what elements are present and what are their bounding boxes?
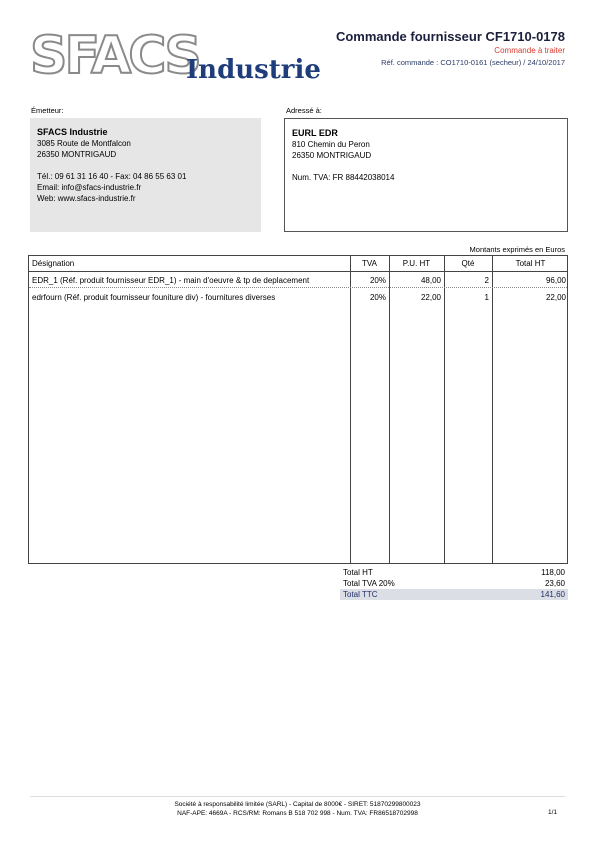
order-status: Commande à traiter <box>494 46 565 55</box>
sender-email: Email: info@sfacs-industrie.fr <box>37 183 142 192</box>
total-ht-value: 118,00 <box>541 568 565 577</box>
total-ht-label: Total HT <box>343 568 373 577</box>
company-logo <box>30 26 321 88</box>
row-separator <box>29 287 567 288</box>
sender-address-line2: 26350 MONTRIGAUD <box>37 150 117 159</box>
recipient-address-line1: 810 Chemin du Peron <box>292 140 370 149</box>
totals-block <box>340 567 568 600</box>
sender-phone: Tél.: 09 61 31 16 40 - Fax: 04 86 55 63 01 <box>37 172 187 181</box>
row1-tva: 20% <box>369 276 386 285</box>
header-divider <box>29 271 567 272</box>
row2-total: 22,00 <box>545 293 566 302</box>
row1-unit-price: 48,00 <box>420 276 441 285</box>
recipient-label: Adressé à: <box>286 106 322 115</box>
header-total: Total HT <box>515 259 546 268</box>
sender-address-line1: 3085 Route de Montfalcon <box>37 139 131 148</box>
total-ttc-row <box>340 589 568 600</box>
total-ht-row <box>340 567 568 578</box>
total-tva-label: Total TVA 20% <box>343 579 395 588</box>
header-unit-price: P.U. HT <box>402 259 431 268</box>
row1-designation: EDR_1 (Réf. produit fournisseur EDR_1) - main d'oeuvre & tp de deplacement <box>32 276 310 285</box>
recipient-address-line2: 26350 MONTRIGAUD <box>292 151 372 160</box>
footer-legal-line2: NAF-APE: 4669A - RCS/RM: Romans B 518 702 998 - Num. TVA: FR86518702998 <box>177 810 418 817</box>
total-ttc-label: Total TTC <box>343 590 378 599</box>
row2-designation: edrfourn (Réf. produit fournisseur founiture div) - fournitures diverses <box>32 293 276 302</box>
total-tva-value: 23,60 <box>544 579 565 588</box>
row2-unit-price: 22,00 <box>420 293 441 302</box>
total-ttc-value: 141,60 <box>540 590 565 599</box>
row2-quantity: 1 <box>484 293 489 302</box>
sender-name: SFACS Industrie <box>37 127 108 137</box>
document-header <box>336 29 565 68</box>
order-lines-table <box>28 255 568 564</box>
header-designation: Désignation <box>32 259 75 268</box>
logo-industrie-text: Industrie <box>186 55 321 85</box>
recipient-vat: Num. TVA: FR 88442038014 <box>292 173 395 182</box>
header-quantity: Qté <box>461 259 475 268</box>
footer <box>30 800 565 818</box>
footer-divider <box>30 796 565 797</box>
currency-note: Montants exprimés en Euros <box>469 245 565 254</box>
footer-legal-line1: Société à responsabilité limitée (SARL) - Capital de 8000€ - SIRET: 51870299800023 <box>174 801 421 808</box>
header-tva: TVA <box>362 259 377 268</box>
logo-sfacs-text: SFACS <box>30 26 199 86</box>
document-title: Commande fournisseur CF1710-0178 <box>335 29 565 44</box>
order-reference: Réf. commande : CO1710-0161 (secheur) / 24/10/2017 <box>381 58 565 67</box>
recipient-name: EURL EDR <box>292 128 338 138</box>
total-tva-row <box>340 578 568 589</box>
recipient-block <box>284 118 568 232</box>
sender-block <box>30 118 261 232</box>
row1-total: 96,00 <box>545 276 566 285</box>
row2-tva: 20% <box>369 293 386 302</box>
row1-quantity: 2 <box>484 276 489 285</box>
sender-label: Émetteur: <box>31 106 64 115</box>
sender-web: Web: www.sfacs-industrie.fr <box>37 194 136 203</box>
page-number: 1/1 <box>547 809 557 816</box>
